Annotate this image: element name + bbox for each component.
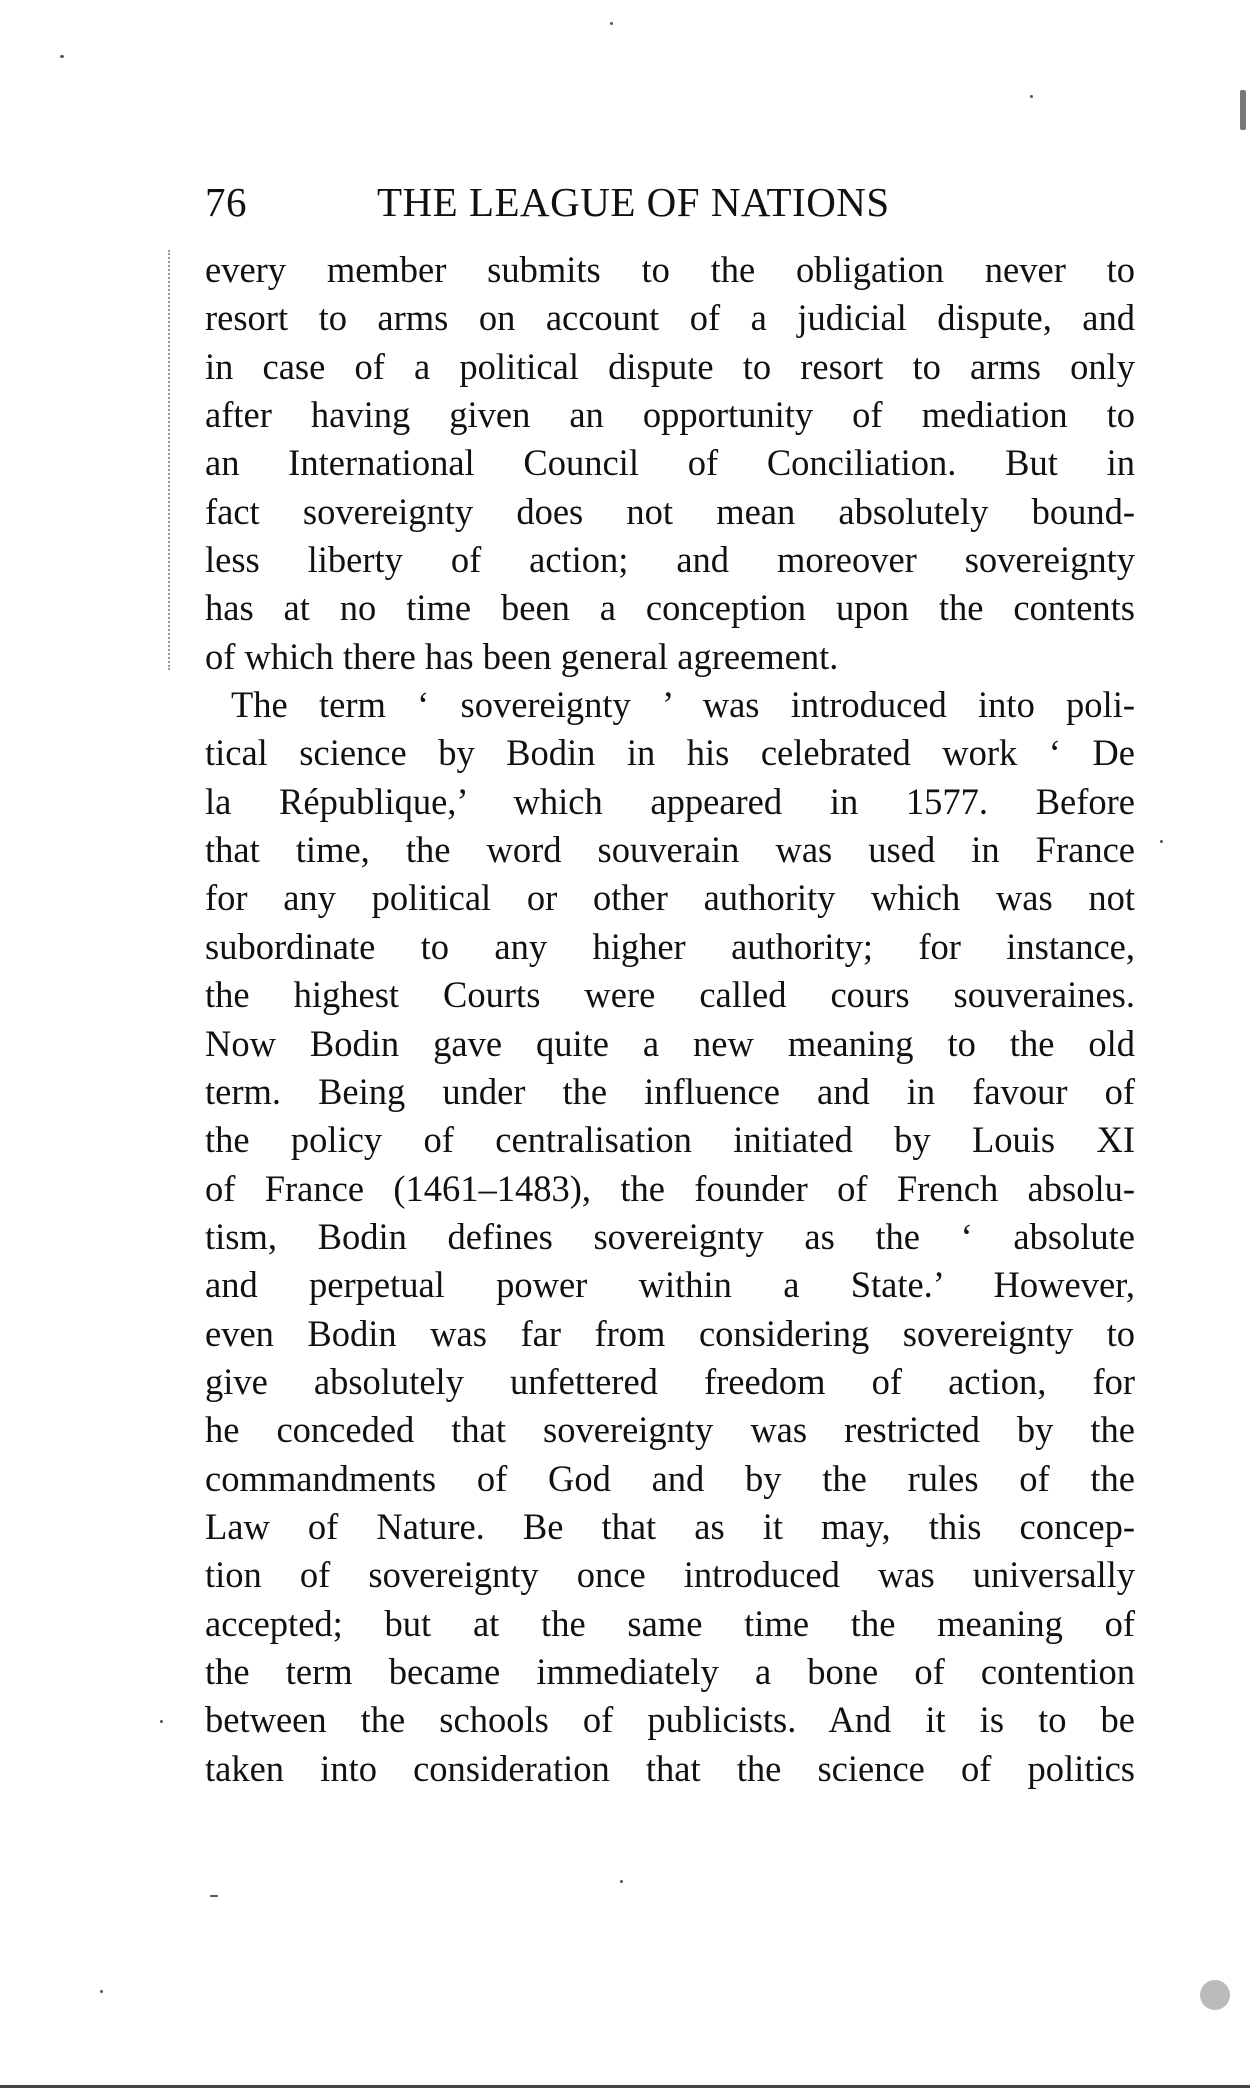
body-text bbox=[205, 246, 1135, 1793]
text-line: commandments of God and by the rules of the bbox=[205, 1457, 1135, 1499]
text-line: and perpetual power within a State.’ However, bbox=[205, 1264, 1135, 1306]
text-line: an International Council of Conciliation. But in bbox=[205, 442, 1135, 484]
scan-speck bbox=[100, 1990, 103, 1993]
margin-pencil-mark bbox=[168, 250, 172, 670]
scan-speck bbox=[1160, 840, 1163, 843]
text-line: after having given an opportunity of mediation to bbox=[205, 394, 1135, 436]
text-line: accepted; but at the same time the meaning of bbox=[205, 1602, 1135, 1644]
text-line: of France (1461–1483), the founder of French absolu- bbox=[205, 1167, 1135, 1209]
text-line: term. Being under the influence and in favour of bbox=[205, 1070, 1135, 1112]
text-line: he conceded that sovereignty was restricted by the bbox=[205, 1409, 1135, 1451]
scan-speck bbox=[160, 1720, 163, 1723]
text-line: every member submits to the obligation never to bbox=[205, 249, 1135, 290]
text-line: resort to arms on account of a judicial dispute, and bbox=[205, 297, 1135, 339]
text-line: even Bodin was far from considering sovereignty to bbox=[205, 1312, 1135, 1354]
text-line: in case of a political dispute to resort to arms only bbox=[205, 345, 1135, 387]
text-line: taken into consideration that the science of politics bbox=[205, 1747, 1135, 1789]
running-title: THE LEAGUE OF NATIONS bbox=[377, 179, 890, 225]
text-line: for any political or other authority which was not bbox=[205, 877, 1135, 919]
text-line: the term became immediately a bone of contention bbox=[205, 1650, 1135, 1692]
scan-speck bbox=[610, 22, 613, 25]
scan-edge-line bbox=[0, 2085, 1250, 2088]
text-line: fact sovereignty does not mean absolutely bound- bbox=[205, 490, 1135, 532]
text-line: that time, the word souverain was used in France bbox=[205, 829, 1135, 871]
scan-speck bbox=[60, 55, 64, 58]
page-number: 76 bbox=[205, 179, 247, 225]
text-line: give absolutely unfettered freedom of action, for bbox=[205, 1360, 1135, 1402]
text-line: subordinate to any higher authority; for instance, bbox=[205, 925, 1135, 967]
text-line: tical science by Bodin in his celebrated work ‘ De bbox=[205, 732, 1135, 774]
text-line: the highest Courts were called cours souveraines. bbox=[205, 974, 1135, 1016]
scan-speck bbox=[620, 1880, 623, 1883]
text-line: The term ‘ sovereignty ’ was introduced into poli- bbox=[231, 684, 1135, 726]
scan-speck bbox=[1030, 95, 1033, 98]
text-line: has at no time been a conception upon the contents bbox=[205, 587, 1135, 629]
scan-speck bbox=[1240, 90, 1246, 130]
scan-speck bbox=[210, 1895, 218, 1897]
text-line: la République,’ which appeared in 1577. Before bbox=[205, 780, 1135, 822]
text-line: Law of Nature. Be that as it may, this concep- bbox=[205, 1505, 1135, 1547]
text-line: tion of sovereignty once introduced was universally bbox=[205, 1554, 1135, 1596]
text-line: Now Bodin gave quite a new meaning to the old bbox=[205, 1022, 1135, 1064]
text-line: the policy of centralisation initiated by Louis XI bbox=[205, 1119, 1135, 1161]
text-line: between the schools of publicists. And it is to be bbox=[205, 1699, 1135, 1741]
running-head bbox=[205, 172, 1135, 232]
scan-speck bbox=[1200, 1980, 1230, 2010]
text-line: tism, Bodin defines sovereignty as the ‘ absolute bbox=[205, 1215, 1135, 1257]
text-line: of which there has been general agreement. bbox=[205, 635, 839, 677]
text-line: less liberty of action; and moreover sovereignty bbox=[205, 539, 1135, 581]
